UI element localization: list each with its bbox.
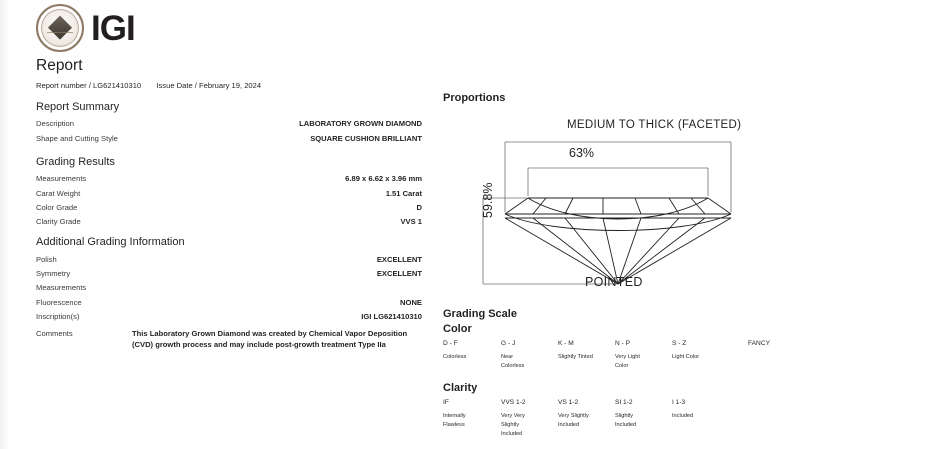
clarity-scale-desc: Internally Flawless (443, 413, 466, 428)
report-number-value: LG621410310 (93, 81, 142, 90)
proportions-heading: Proportions (443, 92, 506, 104)
table-row (36, 252, 422, 266)
color-scale-code: K - M (558, 340, 574, 347)
clarity-scale-code: SI 1-2 (615, 399, 633, 407)
table-row (36, 295, 422, 309)
additional-grading-rows (36, 252, 422, 349)
row-value: 6.89 x 6.62 x 3.96 mm (345, 174, 422, 184)
page-title: Report (36, 57, 83, 74)
color-scale-desc: Light Color (672, 354, 700, 360)
clarity-scale-cell (501, 399, 558, 438)
igi-seal-icon (36, 4, 84, 52)
row-key: Symmetry (36, 269, 71, 279)
row-value: IGI LG621410310 (361, 312, 422, 322)
report-summary-rows (36, 117, 422, 146)
clarity-scale-cell (443, 399, 501, 438)
row-value: SQUARE CUSHION BRILLIANT (310, 133, 422, 143)
clarity-scale-grid (443, 399, 913, 438)
clarity-scale-code: I 1-3 (672, 399, 686, 407)
issue-date-label: Issue Date / (156, 81, 197, 90)
report-summary-heading: Report Summary (36, 101, 120, 113)
table-row (36, 267, 422, 281)
color-scale-cell (672, 340, 730, 370)
left-column (36, 57, 422, 350)
report-meta (36, 81, 422, 90)
color-scale-code: G - J (501, 340, 516, 347)
table-row (36, 310, 422, 324)
fancy-label: FANCY (748, 340, 770, 347)
clarity-scale-desc: Included (672, 413, 694, 420)
grading-results-heading: Grading Results (36, 155, 115, 168)
clarity-scale-cell (615, 399, 672, 438)
table-row (36, 172, 422, 186)
clarity-scale-code: IF (443, 399, 449, 407)
row-key: Measurements (36, 283, 87, 293)
row-value: VVS 1 (400, 217, 422, 227)
clarity-scale-cell (672, 399, 730, 438)
color-scale-desc: Slightly Tinted (558, 354, 593, 360)
table-row (36, 281, 422, 295)
row-key: Carat Weight (36, 188, 81, 198)
depth-percent: 59.8% (481, 182, 495, 218)
color-scale-code: S - Z (672, 340, 687, 347)
clarity-scale-code: VS 1-2 (558, 399, 579, 407)
color-scale-cell (558, 340, 615, 370)
diamond-profile-drawing (443, 106, 913, 302)
grading-results-rows (36, 172, 422, 230)
fancy-cell (730, 340, 770, 370)
clarity-scale-heading: Clarity (443, 382, 478, 395)
color-scale-cell (615, 340, 672, 370)
row-value: EXCELLENT (376, 254, 422, 264)
diamond-proportions-diagram (443, 106, 913, 302)
color-scale-desc: Colorless (443, 354, 467, 360)
girdle-label: MEDIUM TO THICK (FACETED) (567, 119, 742, 131)
table-row (36, 201, 422, 215)
clarity-scale-cell (558, 399, 615, 438)
table-row (36, 186, 422, 200)
table-row (36, 131, 422, 145)
culet-label: POINTED (585, 275, 643, 289)
row-key: Polish (36, 254, 57, 264)
row-key: Color Grade (36, 202, 78, 212)
row-key: Inscription(s) (36, 312, 80, 322)
color-scale-grid (443, 340, 913, 370)
color-scale-heading: Color (443, 323, 472, 335)
right-column (443, 92, 913, 438)
clarity-scale-code: VVS 1-2 (501, 399, 526, 407)
color-scale-desc: Very Light Color (615, 354, 640, 369)
table-row (36, 215, 422, 229)
color-scale-code: D - F (443, 340, 458, 347)
table-row (36, 117, 422, 131)
row-key: Description (36, 119, 74, 129)
grading-scale-heading: Grading Scale (443, 308, 517, 320)
report-number-label: Report number / (36, 81, 91, 90)
row-key: Clarity Grade (36, 217, 81, 227)
color-scale-desc: Near Colorless (501, 354, 525, 369)
color-scale-code: N - P (615, 340, 631, 347)
row-value: 1.51 Carat (385, 188, 422, 198)
row-value: LABORATORY GROWN DIAMOND (299, 119, 422, 129)
igi-logo (36, 4, 135, 52)
row-key: Fluorescence (36, 297, 82, 307)
color-scale-cell (501, 340, 558, 370)
page-edge-shadow (0, 0, 9, 449)
row-value: EXCELLENT (376, 269, 422, 279)
additional-grading-heading: Additional Grading Information (36, 236, 185, 249)
row-key: Shape and Cutting Style (36, 133, 118, 143)
row-value: D (416, 202, 422, 212)
table-percent: 63% (569, 146, 595, 160)
issue-date-value: February 19, 2024 (199, 81, 262, 90)
brand-name: IGI (91, 8, 135, 48)
comments-value: This Laboratory Grown Diamond was created by Chemical Vapor Deposition (CVD) growth process and may include post-growth treatment Type IIa (132, 328, 408, 349)
row-value: NONE (400, 297, 422, 307)
comments-label: Comments (36, 328, 73, 338)
comments-row (36, 324, 422, 349)
row-key: Measurements (36, 174, 87, 184)
clarity-scale-desc: Slightly Included (615, 413, 637, 428)
clarity-scale-desc: Very Very Slightly Included (501, 413, 525, 437)
clarity-scale-desc: Very Slightly Included (558, 413, 589, 428)
color-scale-cell (443, 340, 501, 370)
